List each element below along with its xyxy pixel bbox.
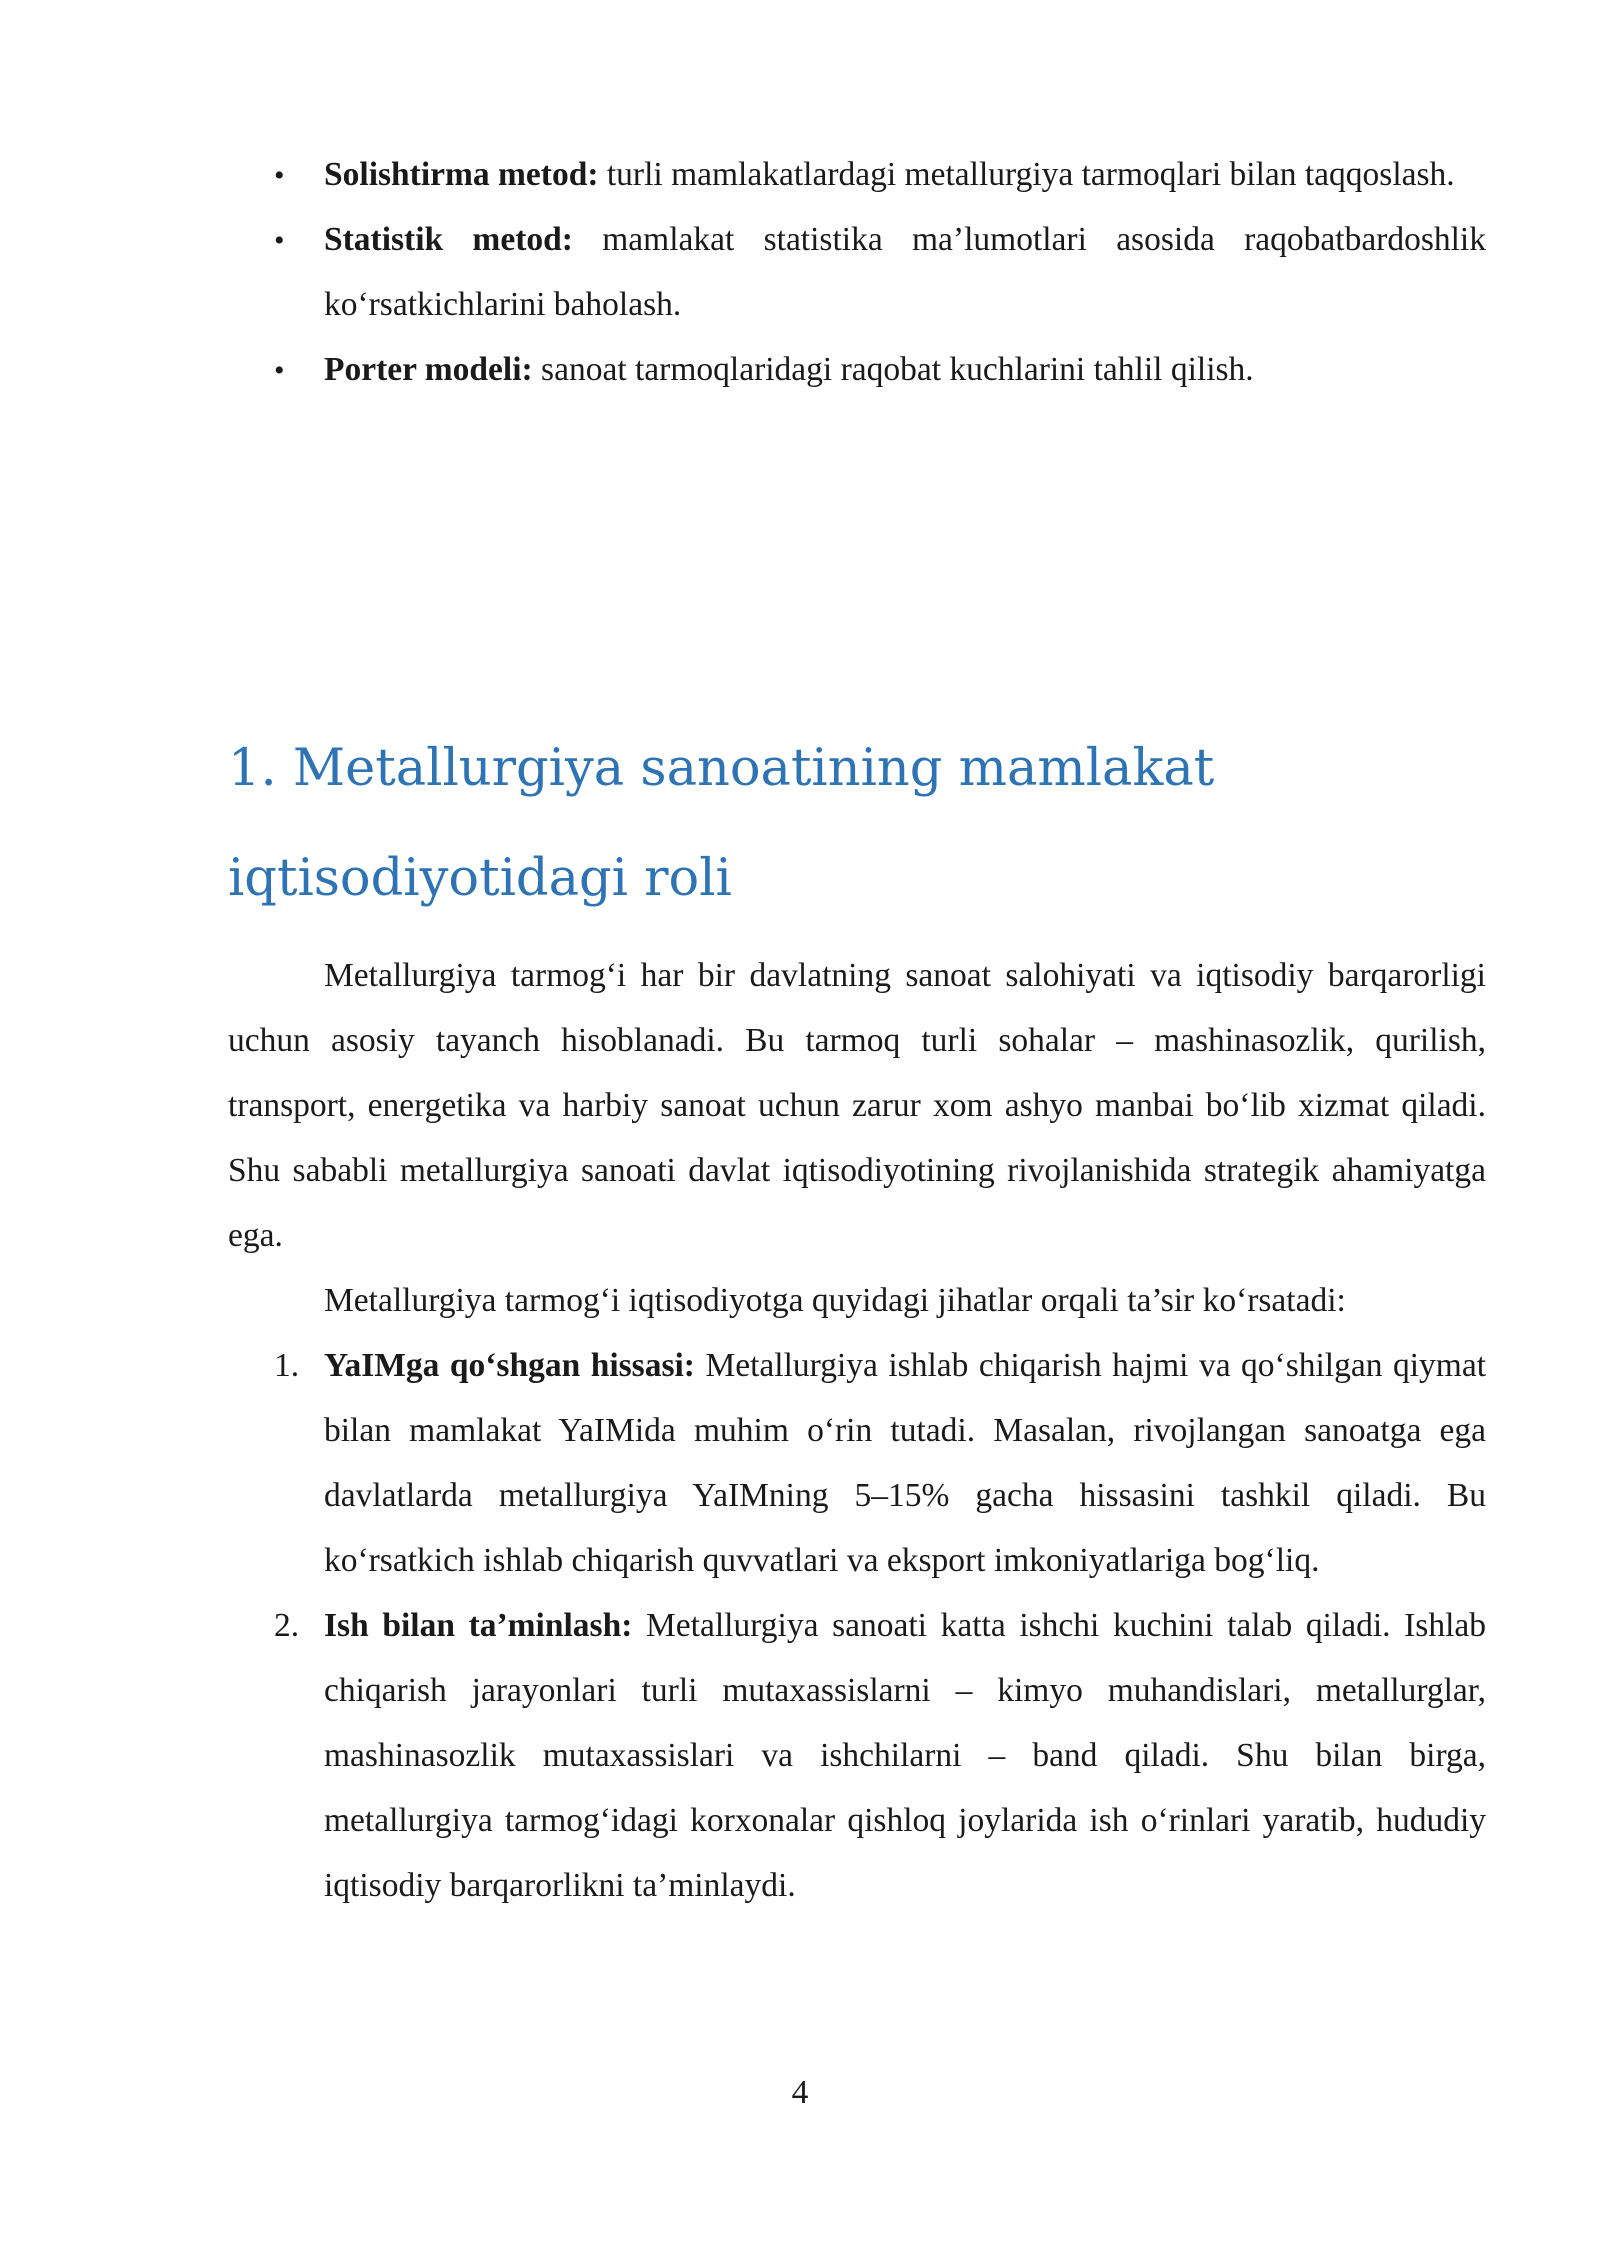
list-item — [228, 1333, 1486, 1593]
list-item — [228, 1593, 1486, 1918]
bullet-icon — [274, 337, 285, 403]
method-text: sanoat tarmoqlaridagi raqobat kuchlarini tahlil qilish. — [532, 351, 1254, 388]
numbered-list — [228, 1333, 1486, 1918]
list-number: 1. — [274, 1347, 300, 1384]
paragraph: Metallurgiya tarmog‘i har bir davlatning sanoat salohiyati va iqtisodiy barqarorligi uchun asosiy tayanch hisoblanadi. Bu tarmoq turli sohalar – mashinasozlik, qurilish, transport, energetika va harbiy sanoat uchun zarur xom ashyo manbai bo‘lib xizmat qiladi. Shu sababli metallurgiya sanoati davlat iqtisodiyotining rivojlanishida strategik ahamiyatga ega. — [228, 957, 1486, 1254]
item-text: Metallurgiya ishlab chiqarish hajmi va qo‘shilgan qiymat bilan mamlakat YaIMida muhim o‘rin tutadi. Masalan, rivojlangan sanoatga ega davlatlarda metallurgiya YaIMning 5–15% gacha hissasini tashkil qiladi. Bu ko‘rsatkich ishlab chiqarish quvvatlari va eksport imkoniyatlariga bog‘liq. — [324, 1347, 1487, 1579]
list-item — [228, 337, 1486, 402]
bullet-icon — [274, 207, 285, 273]
item-label: YaIMga qo‘shgan hissasi: — [324, 1347, 695, 1384]
list-item — [228, 142, 1486, 207]
item-text: Metallurgiya sanoati katta ishchi kuchini talab qiladi. Ishlab chiqarish jarayonlari turli mutaxassislarni – kimyo muhandislari, metallurglar, mashinasozlik mutaxassislari va ishchilarni – band qiladi. Shu bilan birga, metallurgiya tarmog‘idagi korxonalar qishloq joylarida ish o‘rinlari yaratib, hududiy iqtisodiy barqarorlikni ta’minlaydi. — [324, 1607, 1486, 1904]
paragraph: Metallurgiya tarmog‘i iqtisodiyotga quyidagi jihatlar orqali ta’sir ko‘rsatadi: — [324, 1282, 1346, 1319]
method-label: Porter modeli: — [324, 351, 533, 388]
item-label: Ish bilan ta’minlash: — [324, 1607, 633, 1644]
method-label: Solishtirma metod: — [324, 156, 599, 193]
section-heading: 1. Metallurgiya sanoatining mamlakat iqtisodiyotidagi roli — [228, 739, 1215, 908]
section-body — [228, 943, 1486, 1918]
page-number: 4 — [791, 2074, 809, 2111]
methods-list — [228, 142, 1486, 402]
list-number: 2. — [274, 1607, 300, 1644]
method-label: Statistik metod: — [324, 221, 573, 258]
bullet-icon — [274, 142, 285, 208]
list-item — [228, 207, 1486, 337]
method-text: mamlakat statistika ma’lumotlari asosida raqobatbardoshlik ko‘rsatkichlarini baholash. — [324, 221, 1486, 323]
method-text: turli mamlakatlardagi metallurgiya tarmoqlari bilan taqqoslash. — [598, 156, 1455, 193]
